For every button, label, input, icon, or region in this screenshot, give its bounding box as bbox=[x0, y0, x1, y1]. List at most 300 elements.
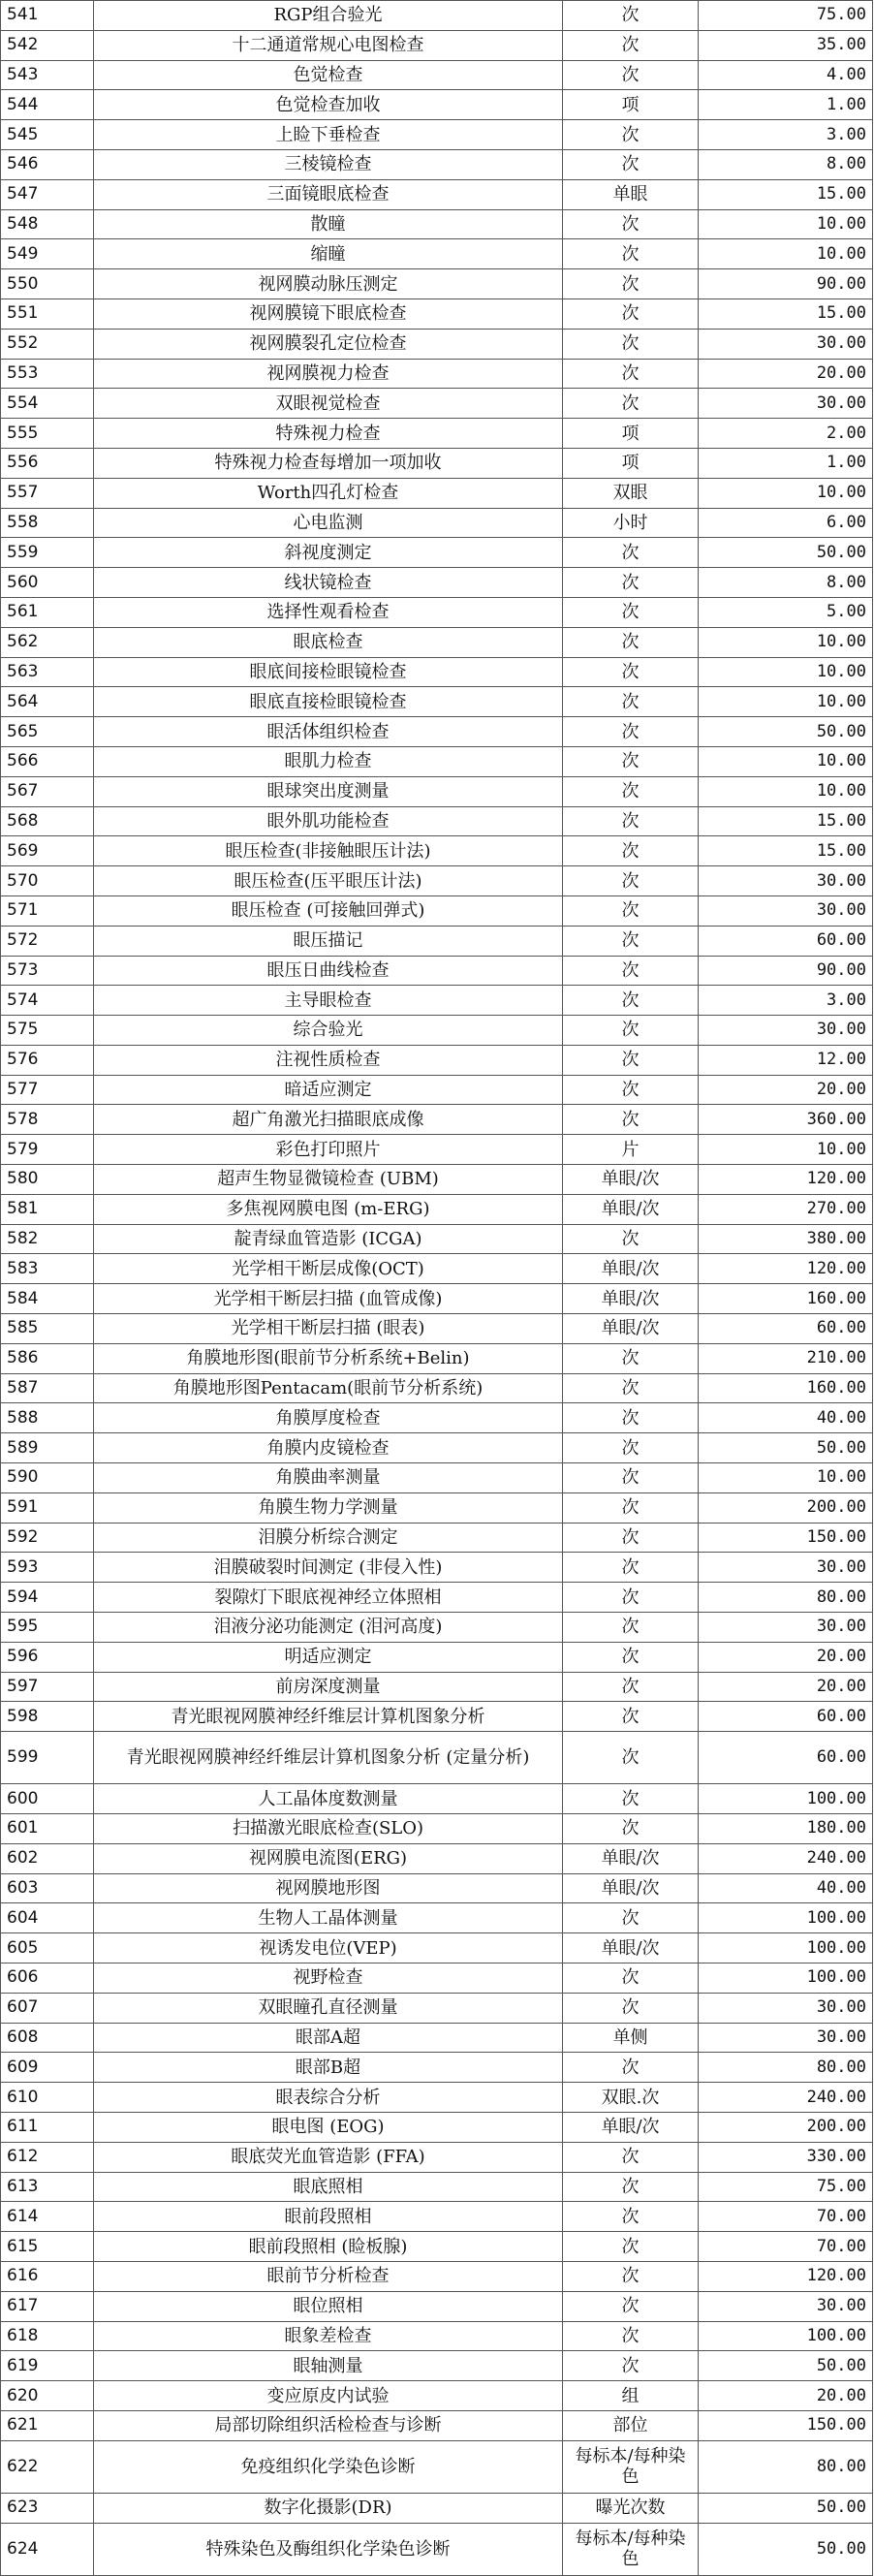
item-price: 80.00 bbox=[699, 2440, 873, 2493]
item-price: 160.00 bbox=[699, 1284, 873, 1314]
item-name: 心电监测 bbox=[94, 508, 563, 538]
item-price: 70.00 bbox=[699, 2232, 873, 2262]
item-name: 散瞳 bbox=[94, 209, 563, 239]
table-row bbox=[1, 2172, 873, 2202]
table-row bbox=[1, 776, 873, 806]
item-unit: 次 bbox=[563, 1642, 699, 1672]
item-unit: 次 bbox=[563, 2321, 699, 2351]
item-price: 75.00 bbox=[699, 2172, 873, 2202]
item-number: 596 bbox=[1, 1642, 94, 1672]
table-row bbox=[1, 717, 873, 747]
item-name: 视网膜视力检查 bbox=[94, 359, 563, 389]
item-unit: 次 bbox=[563, 1463, 699, 1493]
item-price: 15.00 bbox=[699, 836, 873, 866]
item-price: 30.00 bbox=[699, 866, 873, 896]
item-name: 眼压检查(非接触眼压计法) bbox=[94, 836, 563, 866]
item-unit: 次 bbox=[563, 895, 699, 926]
item-name: 视网膜地形图 bbox=[94, 1873, 563, 1903]
item-number: 618 bbox=[1, 2321, 94, 2351]
item-name: Worth四孔灯检查 bbox=[94, 478, 563, 508]
item-price: 10.00 bbox=[699, 746, 873, 776]
item-unit: 单眼/次 bbox=[563, 2112, 699, 2142]
item-number: 563 bbox=[1, 657, 94, 687]
item-name: 眼球突出度测量 bbox=[94, 776, 563, 806]
item-price: 10.00 bbox=[699, 1463, 873, 1493]
table-row bbox=[1, 179, 873, 209]
item-price: 20.00 bbox=[699, 359, 873, 389]
table-row bbox=[1, 2381, 873, 2411]
item-price: 10.00 bbox=[699, 687, 873, 717]
item-price: 50.00 bbox=[699, 538, 873, 568]
item-price: 100.00 bbox=[699, 1963, 873, 1994]
item-number: 579 bbox=[1, 1135, 94, 1165]
item-name: 多焦视网膜电图 (m-ERG) bbox=[94, 1194, 563, 1224]
item-unit: 次 bbox=[563, 2291, 699, 2321]
item-price: 10.00 bbox=[699, 1135, 873, 1165]
item-unit: 次 bbox=[563, 298, 699, 329]
item-unit: 次 bbox=[563, 1075, 699, 1105]
item-name: 眼底检查 bbox=[94, 627, 563, 657]
item-name: 眼底照相 bbox=[94, 2172, 563, 2202]
item-number: 589 bbox=[1, 1433, 94, 1463]
item-unit: 次 bbox=[563, 627, 699, 657]
item-number: 557 bbox=[1, 478, 94, 508]
item-number: 623 bbox=[1, 2493, 94, 2523]
item-name: 三面镜眼底检查 bbox=[94, 179, 563, 209]
item-unit: 片 bbox=[563, 1135, 699, 1165]
item-number: 587 bbox=[1, 1373, 94, 1403]
table-row bbox=[1, 538, 873, 568]
item-name: 裂隙灯下眼底视神经立体照相 bbox=[94, 1583, 563, 1613]
item-price: 30.00 bbox=[699, 389, 873, 419]
item-price: 50.00 bbox=[699, 2493, 873, 2523]
item-unit: 次 bbox=[563, 538, 699, 568]
item-name: 视网膜镜下眼底检查 bbox=[94, 298, 563, 329]
item-price: 6.00 bbox=[699, 508, 873, 538]
item-unit: 项 bbox=[563, 448, 699, 478]
item-unit: 次 bbox=[563, 1613, 699, 1643]
item-price: 30.00 bbox=[699, 329, 873, 359]
item-unit: 双眼 bbox=[563, 478, 699, 508]
item-number: 548 bbox=[1, 209, 94, 239]
item-name: 扫描激光眼底检查(SLO) bbox=[94, 1814, 563, 1844]
item-unit: 次 bbox=[563, 1492, 699, 1523]
item-price: 60.00 bbox=[699, 1732, 873, 1784]
item-price: 3.00 bbox=[699, 986, 873, 1016]
table-row bbox=[1, 2493, 873, 2523]
table-row bbox=[1, 298, 873, 329]
item-number: 606 bbox=[1, 1963, 94, 1994]
item-number: 607 bbox=[1, 1993, 94, 2023]
item-price: 4.00 bbox=[699, 60, 873, 90]
item-number: 544 bbox=[1, 90, 94, 120]
item-price: 10.00 bbox=[699, 478, 873, 508]
item-number: 553 bbox=[1, 359, 94, 389]
item-number: 608 bbox=[1, 2023, 94, 2053]
item-number: 545 bbox=[1, 120, 94, 150]
table-row bbox=[1, 60, 873, 90]
item-unit: 次 bbox=[563, 568, 699, 598]
table-row bbox=[1, 926, 873, 956]
item-price: 60.00 bbox=[699, 926, 873, 956]
item-unit: 单眼/次 bbox=[563, 1165, 699, 1195]
item-number: 604 bbox=[1, 1903, 94, 1933]
item-price: 270.00 bbox=[699, 1194, 873, 1224]
item-unit: 次 bbox=[563, 866, 699, 896]
item-unit: 次 bbox=[563, 986, 699, 1016]
table-row bbox=[1, 1314, 873, 1344]
table-row bbox=[1, 1492, 873, 1523]
item-number: 549 bbox=[1, 239, 94, 269]
table-row bbox=[1, 1993, 873, 2023]
item-name: 眼部A超 bbox=[94, 2023, 563, 2053]
item-name: 线状镜检查 bbox=[94, 568, 563, 598]
table-row bbox=[1, 746, 873, 776]
item-unit: 次 bbox=[563, 1433, 699, 1463]
item-name: 角膜生物力学测量 bbox=[94, 1492, 563, 1523]
item-name: 眼压检查 (可接触回弹式) bbox=[94, 895, 563, 926]
item-number: 572 bbox=[1, 926, 94, 956]
item-unit: 次 bbox=[563, 1016, 699, 1046]
table-row bbox=[1, 866, 873, 896]
item-number: 558 bbox=[1, 508, 94, 538]
item-price: 15.00 bbox=[699, 298, 873, 329]
item-number: 584 bbox=[1, 1284, 94, 1314]
table-row bbox=[1, 1403, 873, 1433]
item-name: 综合验光 bbox=[94, 1016, 563, 1046]
item-unit: 每标本/每种染色 bbox=[563, 2523, 699, 2575]
item-unit: 次 bbox=[563, 2172, 699, 2202]
item-number: 609 bbox=[1, 2053, 94, 2083]
item-name: 斜视度测定 bbox=[94, 538, 563, 568]
item-name: 眼前段照相 (睑板腺) bbox=[94, 2232, 563, 2262]
item-name: 色觉检查 bbox=[94, 60, 563, 90]
item-number: 590 bbox=[1, 1463, 94, 1493]
item-unit: 单眼/次 bbox=[563, 1254, 699, 1284]
item-number: 566 bbox=[1, 746, 94, 776]
table-row bbox=[1, 2202, 873, 2232]
item-price: 40.00 bbox=[699, 1873, 873, 1903]
item-name: 暗适应测定 bbox=[94, 1075, 563, 1105]
item-unit: 次 bbox=[563, 1343, 699, 1373]
item-number: 551 bbox=[1, 298, 94, 329]
item-name: 光学相干断层扫描 (血管成像) bbox=[94, 1284, 563, 1314]
item-number: 591 bbox=[1, 1492, 94, 1523]
item-unit: 次 bbox=[563, 1993, 699, 2023]
item-price: 240.00 bbox=[699, 2083, 873, 2113]
item-number: 575 bbox=[1, 1016, 94, 1046]
item-name: 青光眼视网膜神经纤维层计算机图象分析 (定量分析) bbox=[94, 1732, 563, 1784]
item-number: 620 bbox=[1, 2381, 94, 2411]
item-name: 眼前段照相 bbox=[94, 2202, 563, 2232]
item-unit: 次 bbox=[563, 239, 699, 269]
item-name: 明适应测定 bbox=[94, 1642, 563, 1672]
item-name: 双眼视觉检查 bbox=[94, 389, 563, 419]
item-number: 543 bbox=[1, 60, 94, 90]
item-price: 80.00 bbox=[699, 1583, 873, 1613]
item-price: 50.00 bbox=[699, 1433, 873, 1463]
item-price: 30.00 bbox=[699, 895, 873, 926]
table-row bbox=[1, 1873, 873, 1903]
item-unit: 组 bbox=[563, 2381, 699, 2411]
table-row bbox=[1, 1194, 873, 1224]
item-name: 特殊染色及酶组织化学染色诊断 bbox=[94, 2523, 563, 2575]
item-unit: 次 bbox=[563, 1045, 699, 1075]
item-unit: 次 bbox=[563, 597, 699, 627]
item-name: 泪膜破裂时间测定 (非侵入性) bbox=[94, 1553, 563, 1583]
item-price: 50.00 bbox=[699, 2351, 873, 2381]
item-unit: 次 bbox=[563, 836, 699, 866]
table-row bbox=[1, 1672, 873, 1702]
item-price: 120.00 bbox=[699, 1165, 873, 1195]
table-row bbox=[1, 2053, 873, 2083]
item-unit: 次 bbox=[563, 30, 699, 60]
item-number: 577 bbox=[1, 1075, 94, 1105]
item-name: 眼前节分析检查 bbox=[94, 2261, 563, 2291]
table-row bbox=[1, 448, 873, 478]
item-name: 角膜地形图Pentacam(眼前节分析系统) bbox=[94, 1373, 563, 1403]
item-unit: 次 bbox=[563, 359, 699, 389]
table-row bbox=[1, 2410, 873, 2440]
item-price: 150.00 bbox=[699, 2410, 873, 2440]
item-number: 554 bbox=[1, 389, 94, 419]
table-row bbox=[1, 2351, 873, 2381]
item-name: 双眼瞳孔直径测量 bbox=[94, 1993, 563, 2023]
item-price: 120.00 bbox=[699, 2261, 873, 2291]
item-name: 青光眼视网膜神经纤维层计算机图象分析 bbox=[94, 1702, 563, 1732]
item-name: 视网膜电流图(ERG) bbox=[94, 1843, 563, 1873]
item-unit: 次 bbox=[563, 746, 699, 776]
item-number: 583 bbox=[1, 1254, 94, 1284]
item-price: 150.00 bbox=[699, 1523, 873, 1553]
item-price: 2.00 bbox=[699, 419, 873, 449]
item-name: 视网膜裂孔定位检查 bbox=[94, 329, 563, 359]
item-price: 10.00 bbox=[699, 627, 873, 657]
item-name: 眼底直接检眼镜检查 bbox=[94, 687, 563, 717]
item-unit: 次 bbox=[563, 956, 699, 986]
item-unit: 单眼 bbox=[563, 179, 699, 209]
item-price: 30.00 bbox=[699, 1993, 873, 2023]
table-row bbox=[1, 90, 873, 120]
item-name: 人工晶体度数测量 bbox=[94, 1784, 563, 1814]
item-name: 光学相干断层扫描 (眼表) bbox=[94, 1314, 563, 1344]
table-row bbox=[1, 687, 873, 717]
table-row bbox=[1, 2523, 873, 2575]
table-row bbox=[1, 1105, 873, 1135]
item-unit: 次 bbox=[563, 1403, 699, 1433]
table-row bbox=[1, 657, 873, 687]
item-price: 15.00 bbox=[699, 806, 873, 836]
item-number: 622 bbox=[1, 2440, 94, 2493]
item-price: 1.00 bbox=[699, 448, 873, 478]
item-price: 40.00 bbox=[699, 1403, 873, 1433]
table-row bbox=[1, 806, 873, 836]
item-number: 619 bbox=[1, 2351, 94, 2381]
item-unit: 次 bbox=[563, 1224, 699, 1254]
item-number: 581 bbox=[1, 1194, 94, 1224]
item-number: 567 bbox=[1, 776, 94, 806]
item-name: 眼轴测量 bbox=[94, 2351, 563, 2381]
item-unit: 次 bbox=[563, 1814, 699, 1844]
table-row bbox=[1, 597, 873, 627]
item-number: 616 bbox=[1, 2261, 94, 2291]
item-number: 617 bbox=[1, 2291, 94, 2321]
table-row bbox=[1, 2112, 873, 2142]
item-price: 360.00 bbox=[699, 1105, 873, 1135]
item-price: 50.00 bbox=[699, 717, 873, 747]
table-row bbox=[1, 239, 873, 269]
item-number: 610 bbox=[1, 2083, 94, 2113]
table-row bbox=[1, 1843, 873, 1873]
item-number: 612 bbox=[1, 2142, 94, 2172]
item-name: 眼表综合分析 bbox=[94, 2083, 563, 2113]
table-row bbox=[1, 2321, 873, 2351]
item-number: 586 bbox=[1, 1343, 94, 1373]
item-name: 角膜曲率测量 bbox=[94, 1463, 563, 1493]
item-unit: 单眼/次 bbox=[563, 1843, 699, 1873]
item-name: 色觉检查加收 bbox=[94, 90, 563, 120]
item-number: 564 bbox=[1, 687, 94, 717]
item-unit: 次 bbox=[563, 209, 699, 239]
item-number: 562 bbox=[1, 627, 94, 657]
table-row bbox=[1, 389, 873, 419]
item-number: 555 bbox=[1, 419, 94, 449]
item-price: 100.00 bbox=[699, 1784, 873, 1814]
item-unit: 次 bbox=[563, 2232, 699, 2262]
item-name: 眼肌力检查 bbox=[94, 746, 563, 776]
item-unit: 次 bbox=[563, 717, 699, 747]
item-name: 视网膜动脉压测定 bbox=[94, 269, 563, 299]
item-unit: 次 bbox=[563, 1, 699, 31]
item-name: 眼底荧光血管造影 (FFA) bbox=[94, 2142, 563, 2172]
item-number: 594 bbox=[1, 1583, 94, 1613]
item-name: RGP组合验光 bbox=[94, 1, 563, 31]
item-name: 眼外肌功能检查 bbox=[94, 806, 563, 836]
table-row bbox=[1, 419, 873, 449]
item-price: 20.00 bbox=[699, 1075, 873, 1105]
item-price: 60.00 bbox=[699, 1314, 873, 1344]
item-number: 599 bbox=[1, 1732, 94, 1784]
item-unit: 次 bbox=[563, 1784, 699, 1814]
item-name: 眼位照相 bbox=[94, 2291, 563, 2321]
item-price: 210.00 bbox=[699, 1343, 873, 1373]
item-unit: 次 bbox=[563, 2053, 699, 2083]
item-name: 眼活体组织检查 bbox=[94, 717, 563, 747]
item-price: 80.00 bbox=[699, 2053, 873, 2083]
table-row bbox=[1, 956, 873, 986]
table-row bbox=[1, 1583, 873, 1613]
fee-table-body bbox=[1, 1, 873, 2576]
item-price: 8.00 bbox=[699, 568, 873, 598]
item-number: 588 bbox=[1, 1403, 94, 1433]
item-unit: 项 bbox=[563, 419, 699, 449]
item-name: 光学相干断层成像(OCT) bbox=[94, 1254, 563, 1284]
table-row bbox=[1, 627, 873, 657]
item-price: 10.00 bbox=[699, 209, 873, 239]
item-price: 100.00 bbox=[699, 1903, 873, 1933]
item-price: 100.00 bbox=[699, 1933, 873, 1963]
item-name: 眼部B超 bbox=[94, 2053, 563, 2083]
table-row bbox=[1, 1963, 873, 1994]
item-price: 120.00 bbox=[699, 1254, 873, 1284]
item-number: 597 bbox=[1, 1672, 94, 1702]
item-name: 眼压描记 bbox=[94, 926, 563, 956]
table-row bbox=[1, 329, 873, 359]
table-row bbox=[1, 1814, 873, 1844]
table-row bbox=[1, 568, 873, 598]
item-unit: 次 bbox=[563, 1105, 699, 1135]
item-unit: 单眼/次 bbox=[563, 1933, 699, 1963]
item-unit: 次 bbox=[563, 389, 699, 419]
table-row bbox=[1, 508, 873, 538]
item-price: 35.00 bbox=[699, 30, 873, 60]
item-price: 30.00 bbox=[699, 2023, 873, 2053]
item-price: 100.00 bbox=[699, 2321, 873, 2351]
item-name: 角膜厚度检查 bbox=[94, 1403, 563, 1433]
item-unit: 次 bbox=[563, 687, 699, 717]
item-number: 569 bbox=[1, 836, 94, 866]
item-name: 角膜内皮镜检查 bbox=[94, 1433, 563, 1463]
item-name: 彩色打印照片 bbox=[94, 1135, 563, 1165]
item-number: 601 bbox=[1, 1814, 94, 1844]
item-unit: 单眼/次 bbox=[563, 1873, 699, 1903]
item-price: 70.00 bbox=[699, 2202, 873, 2232]
table-row bbox=[1, 1903, 873, 1933]
item-unit: 次 bbox=[563, 776, 699, 806]
table-row bbox=[1, 2023, 873, 2053]
item-price: 200.00 bbox=[699, 2112, 873, 2142]
item-name: 特殊视力检查 bbox=[94, 419, 563, 449]
item-name: 数字化摄影(DR) bbox=[94, 2493, 563, 2523]
item-unit: 次 bbox=[563, 1553, 699, 1583]
item-name: 视诱发电位(VEP) bbox=[94, 1933, 563, 1963]
item-unit: 次 bbox=[563, 1523, 699, 1553]
item-number: 621 bbox=[1, 2410, 94, 2440]
table-row bbox=[1, 1284, 873, 1314]
item-number: 580 bbox=[1, 1165, 94, 1195]
table-row bbox=[1, 1373, 873, 1403]
table-row bbox=[1, 1045, 873, 1075]
table-row bbox=[1, 149, 873, 179]
table-row bbox=[1, 269, 873, 299]
item-name: 局部切除组织活检检查与诊断 bbox=[94, 2410, 563, 2440]
item-price: 1.00 bbox=[699, 90, 873, 120]
item-price: 30.00 bbox=[699, 1613, 873, 1643]
table-row bbox=[1, 1702, 873, 1732]
item-name: 十二通道常规心电图检查 bbox=[94, 30, 563, 60]
item-number: 611 bbox=[1, 2112, 94, 2142]
item-unit: 次 bbox=[563, 120, 699, 150]
item-name: 上睑下垂检查 bbox=[94, 120, 563, 150]
item-name: 眼压日曲线检查 bbox=[94, 956, 563, 986]
item-price: 50.00 bbox=[699, 2523, 873, 2575]
item-number: 552 bbox=[1, 329, 94, 359]
item-price: 3.00 bbox=[699, 120, 873, 150]
item-name: 眼电图 (EOG) bbox=[94, 2112, 563, 2142]
item-price: 12.00 bbox=[699, 1045, 873, 1075]
item-number: 592 bbox=[1, 1523, 94, 1553]
item-price: 15.00 bbox=[699, 179, 873, 209]
item-unit: 次 bbox=[563, 2351, 699, 2381]
item-unit: 每标本/每种染色 bbox=[563, 2440, 699, 2493]
item-number: 585 bbox=[1, 1314, 94, 1344]
item-name: 视野检查 bbox=[94, 1963, 563, 1994]
table-row bbox=[1, 1224, 873, 1254]
table-row bbox=[1, 478, 873, 508]
item-number: 547 bbox=[1, 179, 94, 209]
item-unit: 次 bbox=[563, 1903, 699, 1933]
item-name: 变应原皮内试验 bbox=[94, 2381, 563, 2411]
